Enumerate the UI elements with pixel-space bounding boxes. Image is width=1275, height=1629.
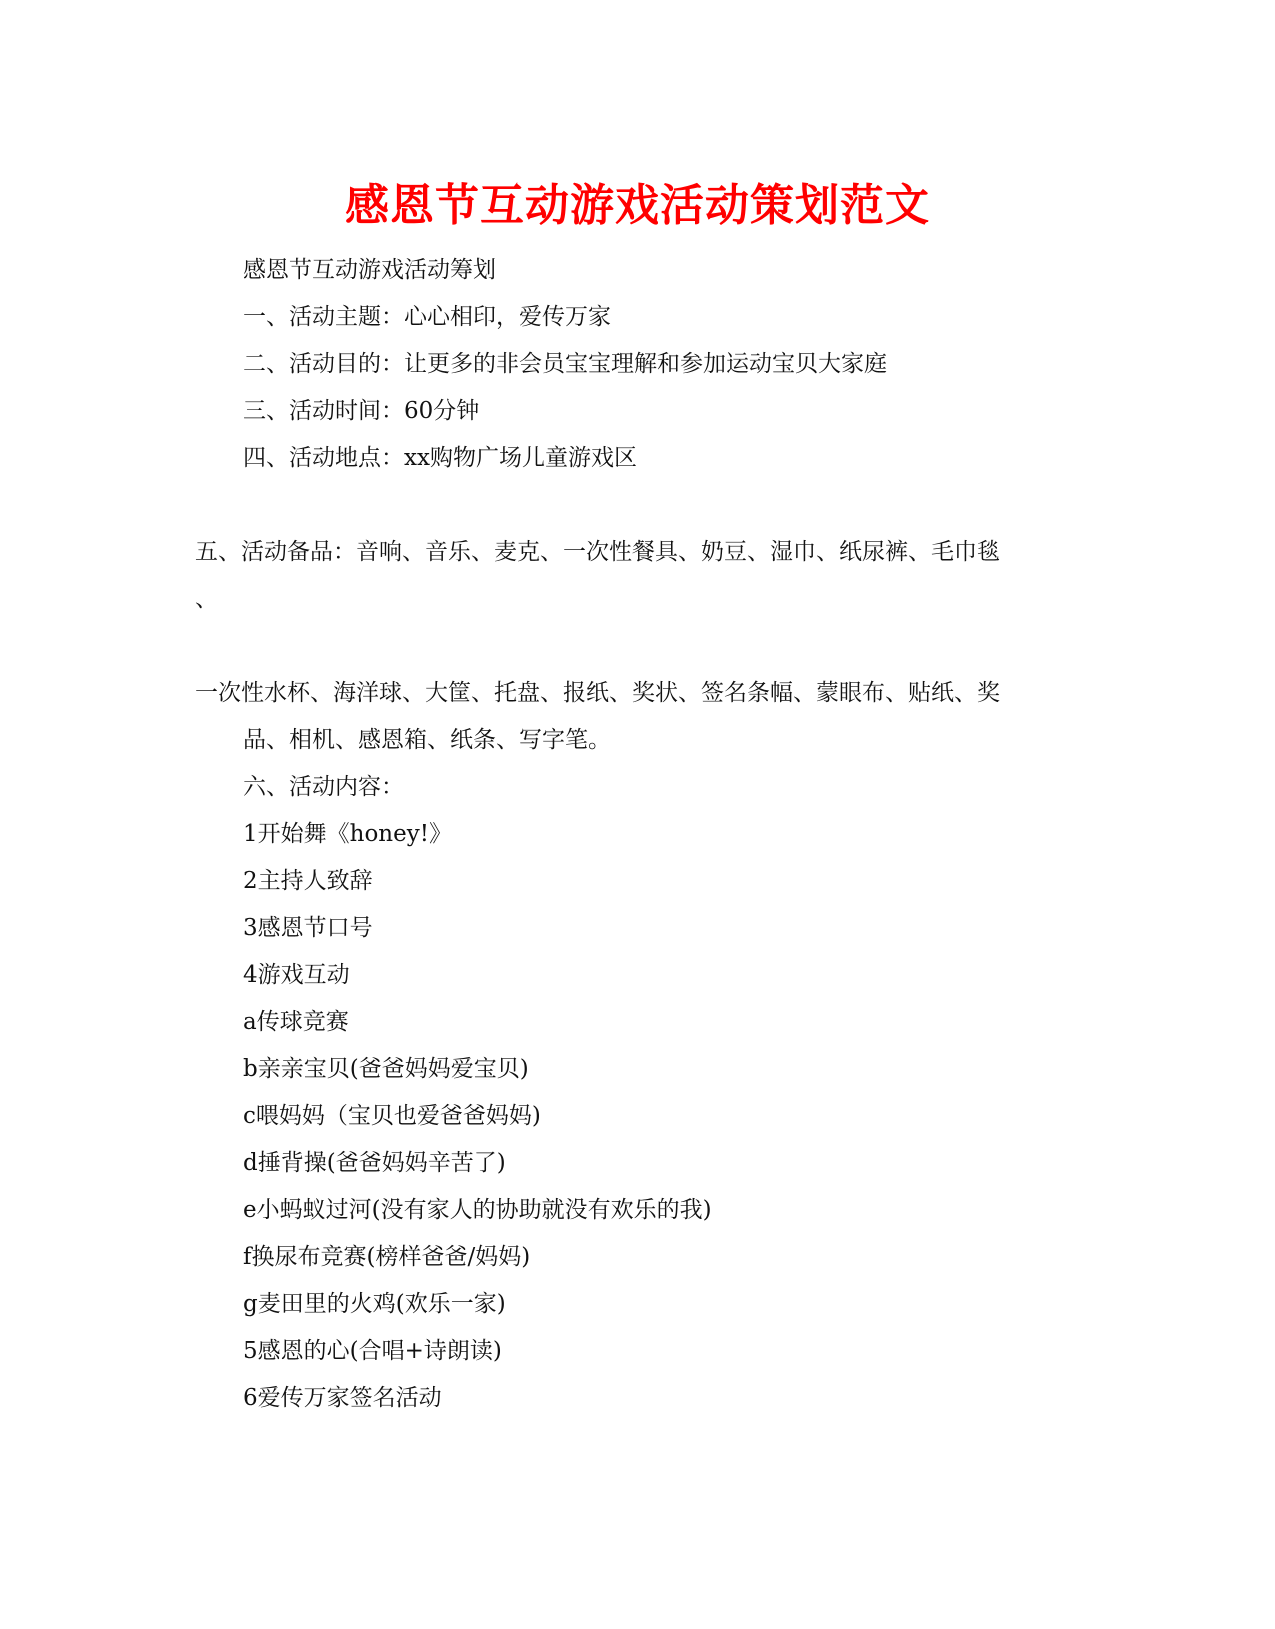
- doc-line-supplies-3: 品、相机、感恩箱、纸条、写字笔。: [243, 727, 611, 753]
- list-item: 1开始舞《honey!》: [243, 821, 452, 847]
- doc-line-supplies-cont: 、: [195, 586, 218, 612]
- list-item: b亲亲宝贝(爸爸妈妈爱宝贝): [243, 1056, 529, 1082]
- list-item: f换尿布竞赛(榜样爸爸/妈妈): [243, 1244, 531, 1270]
- list-item: 5感恩的心(合唱+诗朗读): [243, 1338, 502, 1364]
- list-item: d捶背操(爸爸妈妈辛苦了): [243, 1150, 506, 1176]
- list-item: a传球竞赛: [243, 1009, 349, 1035]
- document-title: 感恩节互动游戏活动策划范文: [345, 180, 930, 231]
- doc-line-supplies-2: 一次性水杯、海洋球、大筐、托盘、报纸、奖状、签名条幅、蒙眼布、贴纸、奖: [195, 680, 1000, 706]
- list-item: g麦田里的火鸡(欢乐一家): [243, 1291, 506, 1317]
- doc-line-content-heading: 六、活动内容：: [243, 774, 404, 800]
- list-item: 2主持人致辞: [243, 868, 373, 894]
- doc-line-time: 三、活动时间：60分钟: [243, 398, 480, 424]
- list-item: 6爱传万家签名活动: [243, 1385, 442, 1411]
- list-item: c喂妈妈（宝贝也爱爸爸妈妈): [243, 1103, 541, 1129]
- doc-line-location: 四、活动地点：xx购物广场儿童游戏区: [243, 445, 637, 471]
- list-item: e小蚂蚁过河(没有家人的协助就没有欢乐的我): [243, 1197, 712, 1223]
- doc-line-supplies: 五、活动备品：音响、音乐、麦克、一次性餐具、奶豆、湿巾、纸尿裤、毛巾毯: [195, 539, 1000, 565]
- doc-subtitle: 感恩节互动游戏活动筹划: [243, 257, 496, 283]
- list-item: 4游戏互动: [243, 962, 350, 988]
- list-item: 3感恩节口号: [243, 915, 373, 941]
- doc-line-purpose: 二、活动目的：让更多的非会员宝宝理解和参加运动宝贝大家庭: [243, 351, 887, 377]
- doc-line-theme: 一、活动主题：心心相印，爱传万家: [243, 304, 611, 330]
